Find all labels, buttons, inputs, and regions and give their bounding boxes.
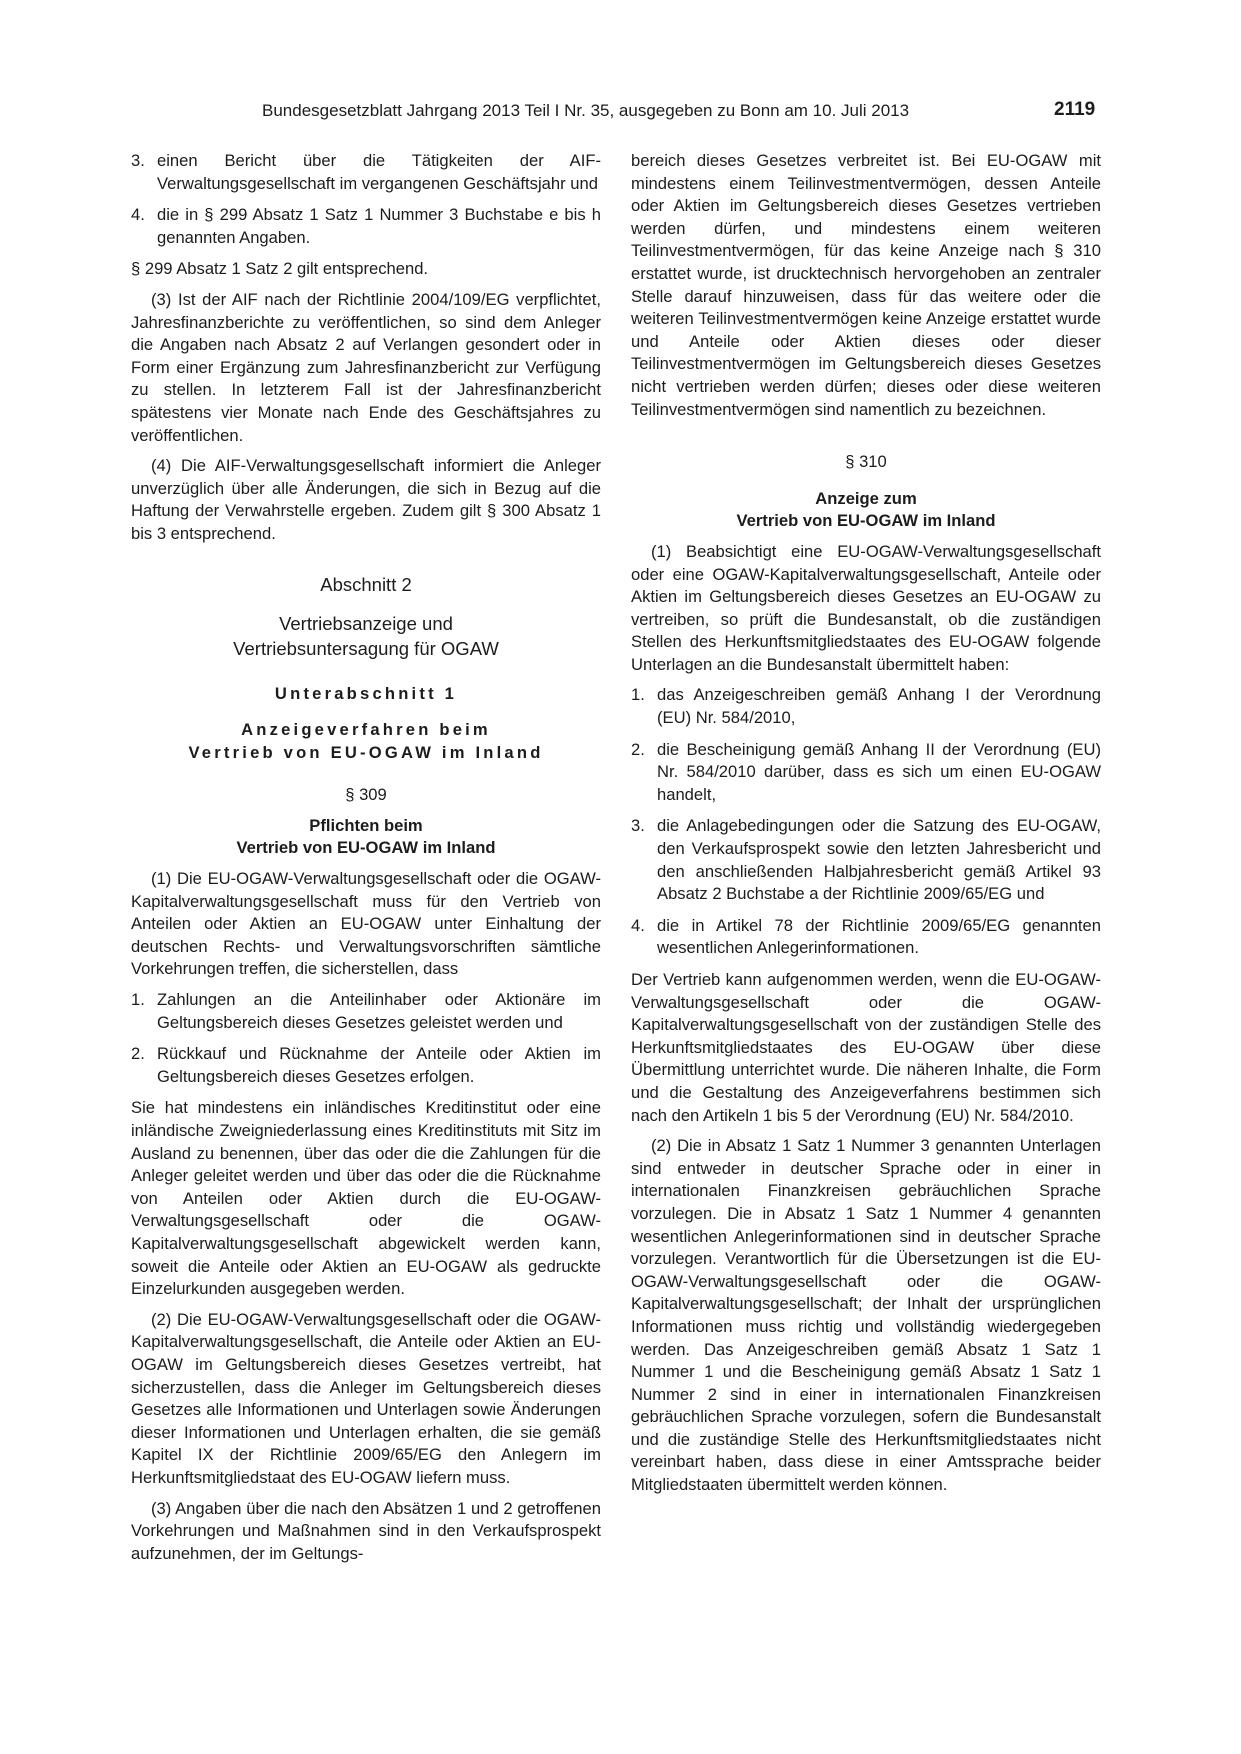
subsection-heading: Unterabschnitt 1 xyxy=(274,683,458,703)
section-subtitle xyxy=(131,611,601,661)
paragraph: (3) Angaben über die nach den Absätzen 1 und 2 getroffenen Vorkehrungen und Maßnahmen sind in den Verkaufsprospekt aufzunehmen, der im Geltungs- xyxy=(131,1498,601,1563)
list-item xyxy=(131,150,601,195)
paragraph-number: § 309 xyxy=(345,785,387,805)
list-text: das Anzeigeschreiben gemäß Anhang I der Verordnung (EU) Nr. 584/2010, xyxy=(657,685,1101,728)
page-number: 2119 xyxy=(1054,99,1096,120)
paragraph: Der Vertrieb kann aufgenommen werden, wenn die EU-OGAW-Verwaltungsgesellschaft oder die OGAW-Kapitalverwaltungsgesellschaft von der zuständigen Stelle des Herkunftsmitgliedstaates des EU-OGAW über diese Übermittlung unterrichtet wurde. Die näheren Inhalte, die Form und die Gestaltung des Anzeigeverfahrens bestimmen sich nach den Artikeln 1 bis 5 der Verordnung (EU) Nr. 584/2010. xyxy=(631,970,1101,1125)
list-item xyxy=(631,915,1101,960)
paragraph: (4) Die AIF-Verwaltungsgesellschaft informiert die Anleger unverzüglich über alle Änderungen, die sich in Bezug auf die Haftung der Verwahrstelle ergeben. Zudem gilt § 300 Absatz 1 bis 3 entsprechend. xyxy=(131,456,601,543)
list-text: die Bescheinigung gemäß Anhang II der Verordnung (EU) Nr. 584/2010 darüber, dass es sich um einen EU-OGAW handelt, xyxy=(657,739,1101,804)
paragraph-title-line: Anzeige zum xyxy=(815,488,917,508)
list-text: einen Bericht über die Tätigkeiten der AIF-Verwaltungsgesellschaft im vergangenen Geschäftsjahr und xyxy=(157,151,601,193)
paragraph: (2) Die in Absatz 1 Satz 1 Nummer 3 genannten Unterlagen sind entweder in deutscher Sprache oder in einer in internationalen Finanzkreisen gebräuchlichen Sprache vorzulegen. Die in Absatz 1 Satz 1 Nummer 4 genannten wesentlichen Anlegerinformationen sind in deutscher Sprache vorzulegen. Verantwortlich für die Übersetzungen ist die EU-OGAW-Verwaltungsgesellschaft oder die OGAW-Kapitalverwaltungsgesellschaft; der Inhalt der ursprünglichen Informationen muss richtig und vollständig wiedergegeben werden. Das Anzeigeschreiben gemäß Absatz 1 Satz 1 Nummer 1 und die Bescheinigung gemäß Absatz 1 Satz 1 Nummer 2 sind in einer in internationalen Finanzkreisen gebräuchlichen Sprache vorzulegen, sofern die Bundesanstalt und die zuständige Stelle des Herkunftsmitgliedstaates nicht vereinbart haben, dass diese in einer Amtssprache beider Mitgliedstaaten übermittelt werden können. xyxy=(631,1136,1101,1495)
right-column xyxy=(631,150,1101,1505)
numbered-list xyxy=(131,989,601,1088)
section-heading: Abschnitt 2 xyxy=(320,573,412,595)
paragraph-title xyxy=(131,815,601,860)
running-header: Bundesgesetzblatt Jahrgang 2013 Teil I Nr. 35, ausgegeben zu Bonn am 10. Juli 2013 xyxy=(262,101,910,120)
list-number: 3. xyxy=(631,816,645,836)
list-text: Rückkauf und Rücknahme der Anteile oder Aktien im Geltungsbereich dieses Gesetzes erfolgen. xyxy=(157,1044,601,1086)
list-text: die in Artikel 78 der Richtlinie 2009/65/EG genannten wesentlichen Anlegerinformationen. xyxy=(657,915,1101,958)
list-text: die in § 299 Absatz 1 Satz 1 Nummer 3 Buchstabe e bis h genannten Angaben. xyxy=(157,205,601,247)
paragraph: (1) Die EU-OGAW-Verwaltungsgesellschaft oder die OGAW-Kapitalverwaltungsgesellschaft muss für den Vertrieb von Anteilen oder Aktien an EU-OGAW unter Einhaltung der deutschen Rechts- und Verwaltungsvorschriften sämtliche Vorkehrungen treffen, die sicherstellen, dass xyxy=(131,869,601,979)
paragraph-title-line: Vertrieb von EU-OGAW im Inland xyxy=(736,511,996,531)
paragraph-title-line: Vertrieb von EU-OGAW im Inland xyxy=(236,838,496,858)
paragraph-title-line: Pflichten beim xyxy=(309,815,423,835)
list-number: 3. xyxy=(131,151,145,170)
subsection-title-line: Vertrieb von EU-OGAW im Inland xyxy=(188,742,544,762)
paragraph: Sie hat mindestens ein inländisches Kreditinstitut oder eine inländische Zweigniederlassung eines Kreditinstituts mit Sitz im Ausland zu benennen, über das oder die die Zahlungen für die Anleger geleitet werden und über das oder die die Rücknahme von Anteilen oder Aktien durch die EU-OGAW-Verwaltungsgesellschaft oder die OGAW-Kapitalverwaltungsgesellschaft abgewickelt werden kann, soweit die Anteile oder Aktien an EU-OGAW als gedruckte Einzelurkunden ausgegeben werden. xyxy=(131,1098,601,1299)
list-item xyxy=(131,989,601,1034)
paragraph: (2) Die EU-OGAW-Verwaltungsgesellschaft oder die OGAW-Kapitalverwaltungsgesellschaft, die Anteile oder Aktien an EU-OGAW im Geltungsbereich dieses Gesetzes vertreibt, hat sicherzustellen, dass die Anleger im Geltungsbereich dieses Gesetzes alle Informationen und Unterlagen sowie Änderungen dieser Informationen und Unterlagen erhalten, die sie gemäß Kapitel IX der Richtlinie 2009/65/EG den Anlegern im Herkunftsmitgliedstaat des EU-OGAW liefern muss. xyxy=(131,1309,601,1487)
list-item xyxy=(131,1043,601,1088)
numbered-list xyxy=(131,150,601,249)
list-text: Zahlungen an die Anteilinhaber oder Aktionäre im Geltungsbereich dieses Gesetzes geleistet werden und xyxy=(157,990,601,1032)
numbered-list xyxy=(631,684,1101,960)
paragraph: bereich dieses Gesetzes verbreitet ist. Bei EU-OGAW mit mindestens einem Teilinvestmentvermögen, dessen Anteile oder Aktien im Geltungsbereich dieses Gesetzes vertrieben werden dürfen, und mindestens einem weiteren Teilinvestmentvermögen, für das keine Anzeige nach § 310 erstattet wurde, ist drucktechnisch hervorgehoben an zentraler Stelle darauf hinzuweisen, dass für das weitere oder die weiteren Teilinvestmentvermögen keine Anzeige erstattet wurde und Anteile oder Aktien dieses oder dieser Teilinvestmentvermögen im Geltungsbereich dieses Gesetzes nicht vertrieben werden dürfen; dieses oder diese weiteren Teilinvestmentvermögen sind namentlich zu bezeichnen. xyxy=(631,151,1101,419)
list-number: 1. xyxy=(631,685,645,705)
paragraph-number: § 310 xyxy=(845,452,887,472)
paragraph-title xyxy=(631,488,1101,533)
subsection-title-line: Anzeigeverfahren beim xyxy=(241,720,491,740)
section-subtitle-line: Vertriebsuntersagung für OGAW xyxy=(233,637,499,659)
paragraph: § 299 Absatz 1 Satz 2 gilt entsprechend. xyxy=(131,259,429,279)
list-number: 2. xyxy=(631,739,645,759)
list-number: 1. xyxy=(131,990,145,1010)
list-number: 4. xyxy=(131,205,145,225)
paragraph: (3) Ist der AIF nach der Richtlinie 2004/109/EG verpflichtet, Jahresfinanzberichte zu veröffentlichen, so sind dem Anleger die Angaben nach Absatz 2 auf Verlangen gesondert oder in Form einer Ergänzung zum Jahresfinanzbericht zur Verfügung zu stellen. In letzterem Fall ist der Jahresfinanzbericht spätestens vier Monate nach Ende des Geschäftsjahres zu veröffentlichen. xyxy=(131,289,601,445)
left-column xyxy=(131,150,601,1573)
list-item xyxy=(631,684,1101,729)
paragraph: (1) Beabsichtigt eine EU-OGAW-Verwaltungsgesellschaft oder eine OGAW-Kapitalverwaltungsgesellschaft, Anteile oder Aktien im Geltungsbereich dieses Gesetzes an EU-OGAW zu vertreiben, so prüft die Bundesanstalt, ob die zuständigen Stellen des Herkunftsmitgliedstaates des EU-OGAW folgende Unterlagen an die Bundesanstalt übermittelt haben: xyxy=(631,541,1101,674)
section-subtitle-line: Vertriebsanzeige und xyxy=(279,612,453,634)
list-number: 4. xyxy=(631,915,645,935)
list-item xyxy=(631,739,1101,807)
list-text: die Anlagebedingungen oder die Satzung des EU-OGAW, den Verkaufsprospekt sowie den letzten Jahresbericht und den anschließenden Halbjahresbericht gemäß Artikel 93 Absatz 2 Buchstabe a der Richtlinie 2009/65/EG und xyxy=(657,816,1101,904)
list-number: 2. xyxy=(131,1044,145,1064)
list-item xyxy=(131,204,601,249)
list-item xyxy=(631,815,1101,905)
